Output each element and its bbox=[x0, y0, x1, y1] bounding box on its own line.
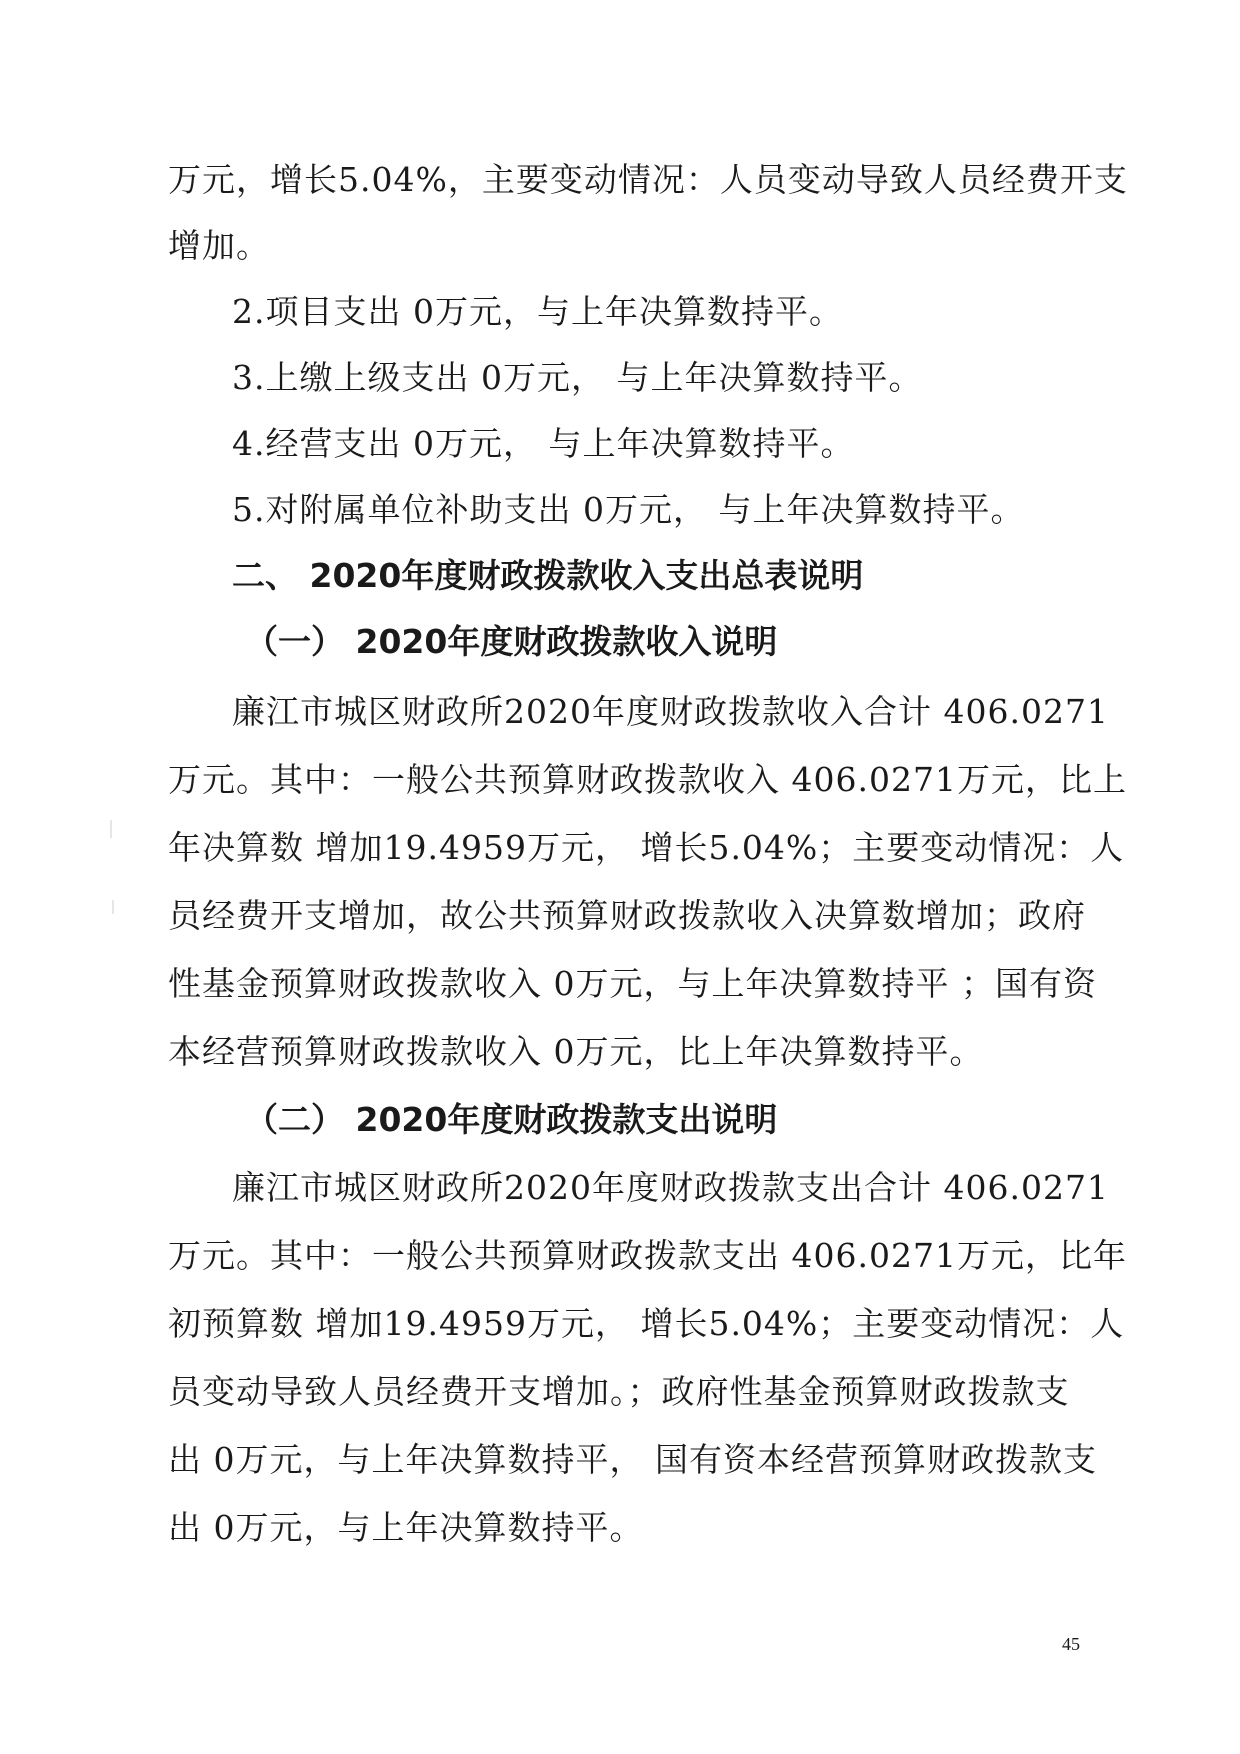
income-paragraph-line: 年决算数 增加19.4959万元， 增长5.04%；主要变动情况：人 bbox=[168, 828, 1125, 867]
page-number: 45 bbox=[1062, 1634, 1080, 1654]
expense-paragraph-line: 员变动导致人员经费开支增加。；政府性基金预算财政拨款支 bbox=[168, 1372, 1070, 1411]
income-paragraph-line: 员经费开支增加，故公共预算财政拨款收入决算数增加；政府 bbox=[168, 896, 1086, 935]
expense-paragraph-line: 出 0万元，与上年决算数持平， 国有资本经营预算财政拨款支 bbox=[168, 1440, 1097, 1479]
list-item-operating-expense: 4.经营支出 0万元， 与上年决算数持平。 bbox=[232, 424, 855, 463]
body-line: 增加。 bbox=[168, 226, 270, 265]
income-paragraph-line: 廉江市城区财政所2020年度财政拨款收入合计 406.0271 bbox=[232, 692, 1109, 731]
scan-artifact bbox=[110, 820, 112, 838]
expense-paragraph-line: 初预算数 增加19.4959万元， 增长5.04%；主要变动情况：人 bbox=[168, 1304, 1125, 1343]
section-heading: 二、 2020年度财政拨款收入支出总表说明 bbox=[232, 556, 864, 595]
income-paragraph-line: 万元。其中：一般公共预算财政拨款收入 406.0271万元，比上 bbox=[168, 760, 1127, 799]
expense-paragraph-line: 万元。其中：一般公共预算财政拨款支出 406.0271万元，比年 bbox=[168, 1236, 1127, 1275]
list-item-project-expense: 2.项目支出 0万元，与上年决算数持平。 bbox=[232, 292, 843, 331]
subsection-heading-income: （一） 2020年度财政拨款收入说明 bbox=[245, 622, 778, 661]
scan-artifact bbox=[112, 900, 114, 914]
body-line: 万元，增长5.04%，主要变动情况：人员变动导致人员经费开支 bbox=[168, 160, 1128, 199]
subsection-heading-expense: （二） 2020年度财政拨款支出说明 bbox=[245, 1100, 778, 1139]
list-item-subsidy-expense: 5.对附属单位补助支出 0万元， 与上年决算数持平。 bbox=[232, 490, 1025, 529]
income-paragraph-line: 性基金预算财政拨款收入 0万元，与上年决算数持平 ；国有资 bbox=[168, 964, 1097, 1003]
list-item-remit-expense: 3.上缴上级支出 0万元， 与上年决算数持平。 bbox=[232, 358, 923, 397]
expense-paragraph-line: 廉江市城区财政所2020年度财政拨款支出合计 406.0271 bbox=[232, 1168, 1109, 1207]
income-paragraph-line: 本经营预算财政拨款收入 0万元，比上年决算数持平。 bbox=[168, 1032, 984, 1071]
expense-paragraph-line: 出 0万元，与上年决算数持平。 bbox=[168, 1508, 644, 1547]
